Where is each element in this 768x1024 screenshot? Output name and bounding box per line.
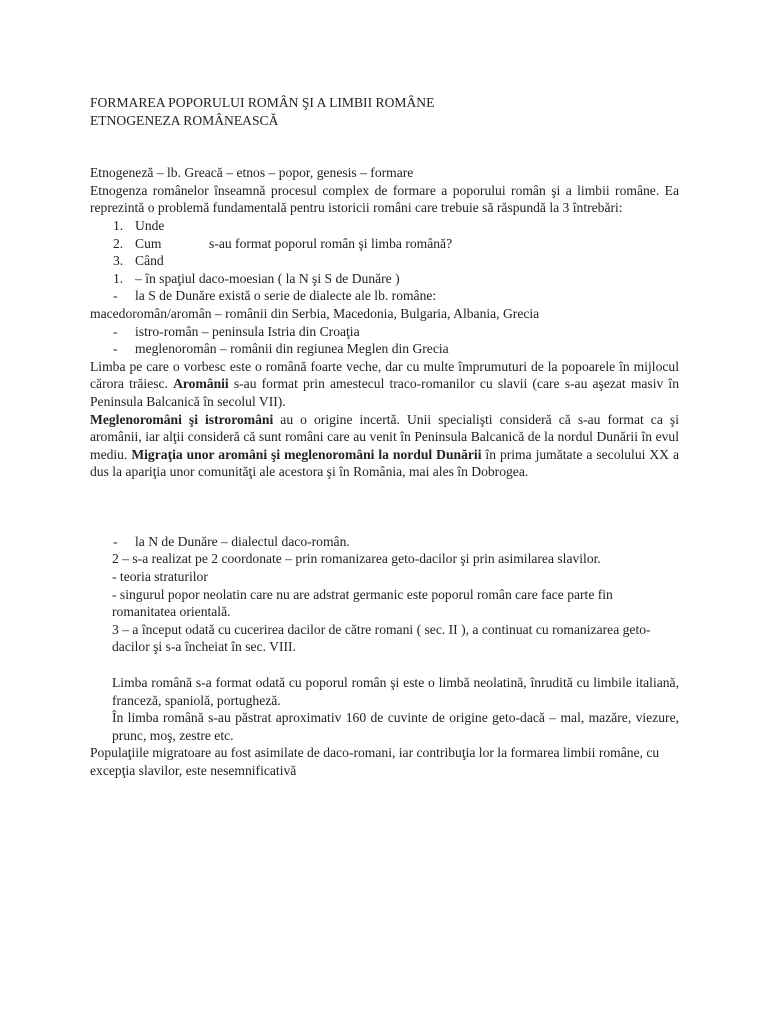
answer-item [90, 270, 679, 288]
list-number: 2. [113, 235, 124, 251]
intro-paragraph: Etnogenza românelor înseamnă procesul complex de formare a poporului român şi a limbii române. Ea reprezintă o problemă fundamentală pentru istoricii români care trebuie să răspundă la 3 întrebări: [90, 182, 679, 216]
macedo-line: macedoromân/aromân – românii din Serbia, Macedonia, Bulgaria, Albania, Grecia [90, 305, 540, 321]
list-number: 1. [113, 270, 124, 286]
bold-term: Aromânii [173, 376, 229, 392]
megleno-paragraph [90, 411, 679, 481]
teoria-line: - teoria straturilor [112, 569, 208, 585]
text-span: Limba pe care o vorbesc este o română foarte veche, dar cu multe împrumuturi de la popoarele în mijlocul cărora trăiesc. [90, 358, 679, 392]
dash-item [90, 340, 679, 358]
document-subtitle: ETNOGENEZA ROMÂNEASCĂ [90, 112, 279, 128]
question-text: Unde [135, 217, 165, 233]
answer-text: – în spaţiul daco-moesian ( la N şi S de Dunăre ) [135, 270, 400, 286]
document-title: FORMAREA POPORULUI ROMÂN ŞI A LIMBII ROMÂNE [90, 95, 435, 110]
populatii-paragraph: Populaţiile migratoare au fost asimilate de daco-romani, iar contribuţia lor la formarea limbii române, cu excepţia slavilor, este nesemnificativă [90, 745, 660, 778]
dash-item [90, 287, 679, 305]
question-item [90, 217, 679, 235]
north-line: la N de Dunăre – dialectul daco-român. [135, 533, 350, 549]
limba1-paragraph: Limba română s-a format odată cu poporul român şi este o limbă neolatină, înrudită cu limbile italiană, franceză, spaniolă, portugheză. [112, 675, 679, 708]
megleno-line: meglenoromân – românii din regiunea Meglen din Grecia [135, 341, 449, 357]
list-number: 3. [113, 253, 124, 269]
list-number: 1. [113, 217, 124, 233]
question-item [90, 235, 679, 253]
dash-bullet: - [113, 323, 118, 339]
text-span: în prima jumătate a secolului XX a dus la apariţia unor comunităţi ale acestora şi în România, mai ales în Dobrogea. [90, 446, 679, 480]
dash-bullet: - [113, 341, 118, 357]
question-item [90, 252, 679, 270]
document-page [90, 94, 679, 779]
answer2-line: 2 – s-a realizat pe 2 coordonate – prin romanizarea geto-dacilor şi prin asimilarea slavilor. [112, 551, 601, 567]
question-text: Când [135, 253, 164, 269]
question-text: Cum [135, 235, 162, 251]
answer3-line: 3 – a început odată cu cucerirea dacilor de către romani ( sec. II ), a continuat cu romanizarea geto-dacilor şi s-a încheiat în sec. VIII. [112, 621, 651, 655]
singurul-line: - singurul popor neolatin care nu are adstrat germanic este poporul român care face parte fin romanitatea orientală. [112, 586, 613, 620]
dash-bullet: - [113, 288, 118, 304]
text-span: au o origine incertă. Unii specialişti consideră că s-au format ca şi aromânii, iar alţii consideră că sunt români care au venit în Peninsula Balcanică de la nordul Dunării în evul mediu. [90, 411, 679, 462]
dash-item [90, 533, 679, 551]
aromani-paragraph [90, 358, 679, 411]
bold-term: Migraţia unor aromâni şi meglenoromâni la nordul Dunării [131, 446, 482, 462]
istro-line: istro-român – peninsula Istria din Croaţia [135, 323, 360, 339]
text-span: s-au format prin amestecul traco-romanilor cu slavii (care s-au aşezat masiv în Peninsula Balcanică în secolul VII). [90, 376, 679, 409]
limba2-paragraph: În limba română s-au păstrat aproximativ 160 de cuvinte de origine geto-dacă – mal, mazăre, viezure, prunc, moş, zestre etc. [112, 710, 679, 743]
question-tail: s-au format poporul român şi limba română? [209, 235, 453, 251]
definition-line: Etnogeneză – lb. Greacă – etnos – popor, genesis – formare [90, 165, 414, 181]
bold-term: Meglenoromâni şi istroromâni [90, 411, 274, 427]
dash-item [90, 323, 679, 341]
dash-bullet: - [113, 533, 118, 549]
dialects-intro: la S de Dunăre există o serie de dialecte ale lb. române: [135, 288, 437, 304]
